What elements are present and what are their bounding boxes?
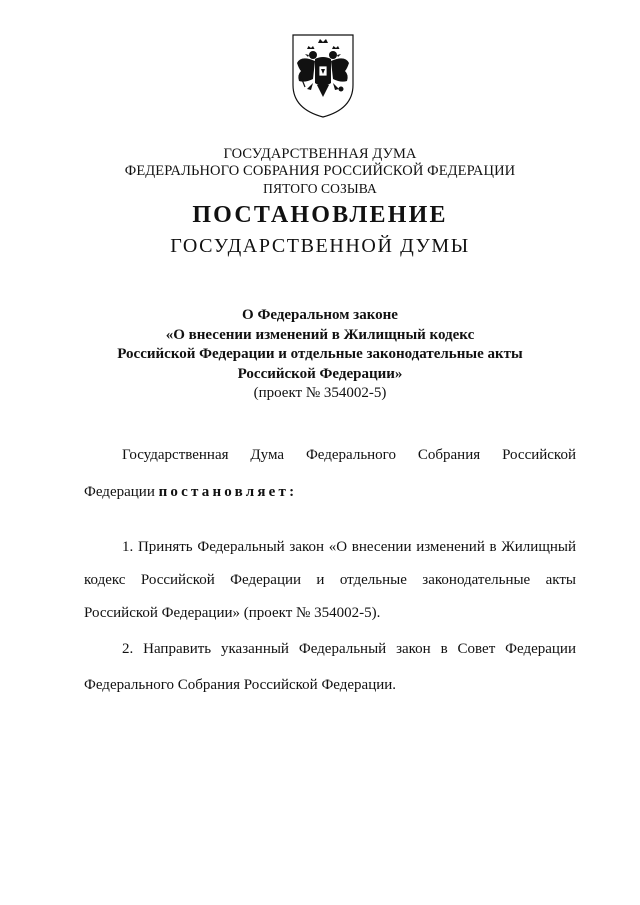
law-title-line: Российской Федерации»: [237, 365, 403, 382]
intro-paragraph-line: Государственная Дума Федерального Собрания Российской: [122, 447, 576, 463]
law-title-line: Российской Федерации и отдельные законодательные акты: [117, 346, 523, 362]
header-line-federal-assembly: ФЕДЕРАЛЬНОГО СОБРАНИЯ РОССИЙСКОЙ ФЕДЕРАЦИИ: [124, 163, 516, 179]
item1-line: Российской Федерации» (проект № 354002-5).: [84, 605, 381, 621]
decree-subtitle: ГОСУДАРСТВЕННОЙ ДУМЫ: [170, 235, 470, 257]
item2-line: 2. Направить указанный Федеральный закон в Совет Федерации: [122, 641, 576, 657]
law-project-number: (проект № 354002-5): [253, 385, 387, 401]
resolves-keyword: постановляет:: [158, 484, 298, 500]
law-title-line: О Федеральном законе: [242, 307, 398, 323]
item2-line: Федерального Собрания Российской Федерации.: [84, 677, 397, 693]
header-line-state-duma: ГОСУДАРСТВЕННАЯ ДУМА: [223, 146, 417, 162]
intro-paragraph-line: [84, 483, 576, 502]
law-title-line: «О внесении изменений в Жилищный кодекс: [165, 326, 475, 343]
item1-line: 1. Принять Федеральный закон «О внесении изменений в Жилищный: [122, 539, 576, 555]
header-line-convocation: ПЯТОГО СОЗЫВА: [263, 181, 377, 196]
law-title-block: [0, 306, 640, 404]
decree-title: ПОСТАНОВЛЕНИЕ: [192, 202, 448, 228]
intro-prefix: Федерации: [84, 484, 155, 500]
double-headed-eagle-icon: [291, 33, 355, 119]
item1-line: кодекс Российской Федерации и отдельные законодательные акты: [84, 572, 576, 588]
